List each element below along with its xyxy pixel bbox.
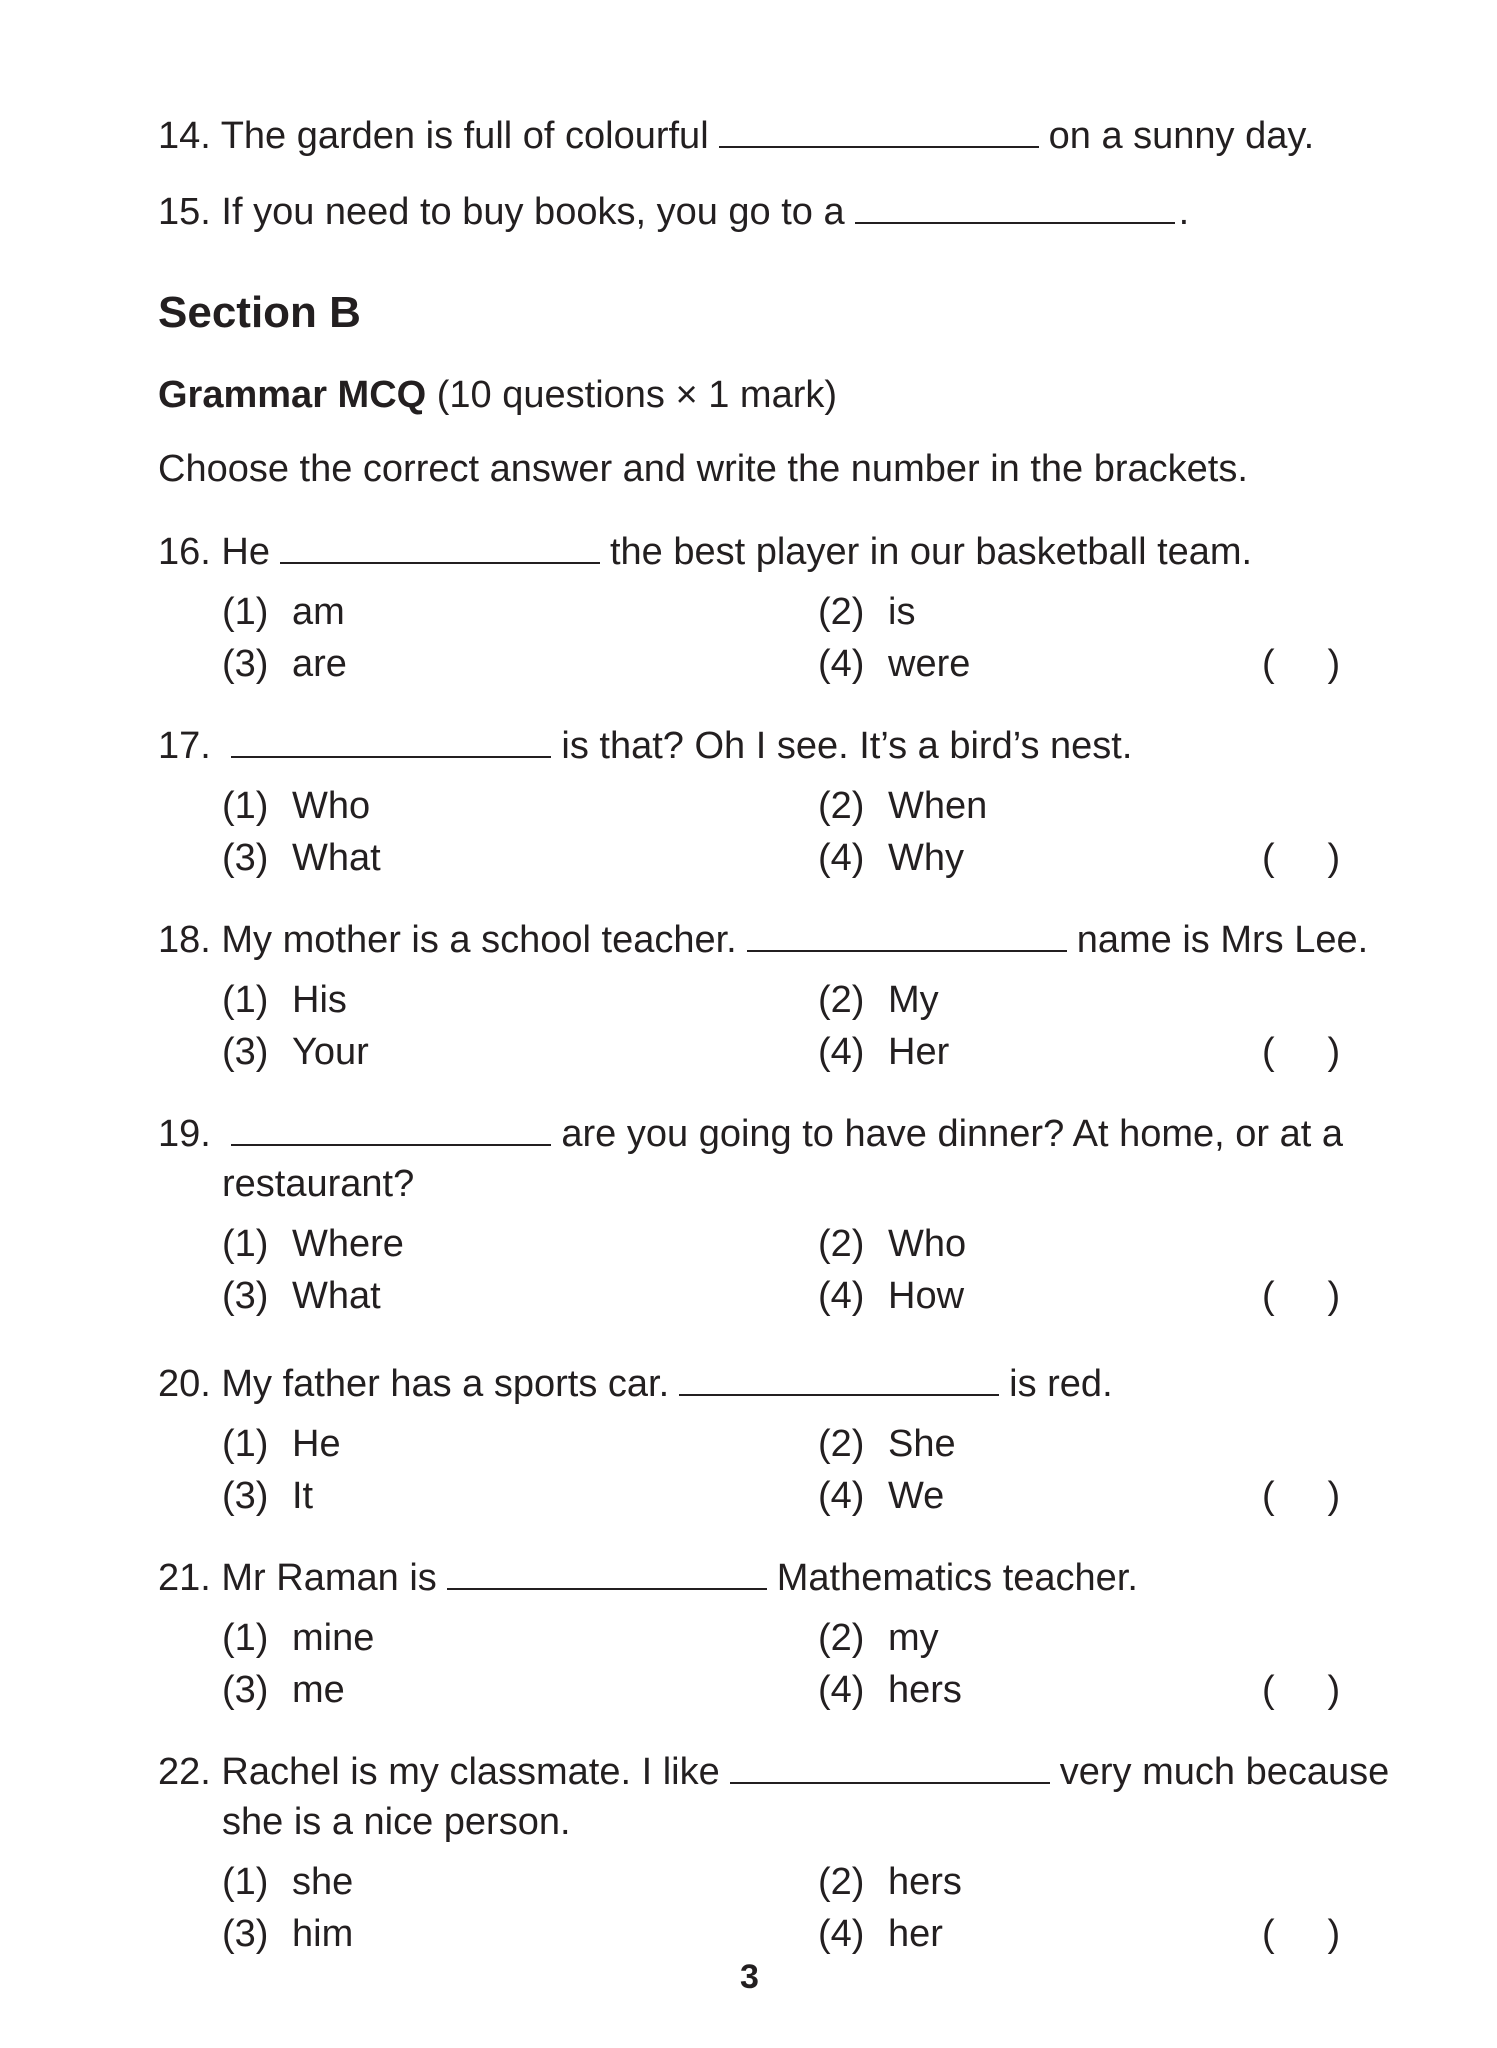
option-2	[818, 1422, 956, 1466]
question-text-end: .	[1178, 191, 1190, 233]
question-text: Mr Raman is	[221, 1557, 437, 1599]
instruction: Choose the correct answer and write the number in the brackets.	[158, 448, 1248, 490]
option-3	[222, 1668, 345, 1712]
option-text: Where	[292, 1223, 404, 1265]
question-text-end: is red.	[1009, 1363, 1113, 1405]
question-text-end: the best player in our basketball team.	[609, 531, 1253, 573]
question-text-end: very much because	[1059, 1751, 1390, 1793]
answer-blank[interactable]	[447, 1558, 767, 1590]
option-number: (3)	[222, 1275, 269, 1317]
question-text-end: is that? Oh I see. It’s a bird’s nest.	[561, 725, 1133, 767]
option-1	[222, 1860, 353, 1904]
question-17	[158, 724, 1132, 768]
option-text: were	[888, 643, 971, 685]
option-3	[222, 1274, 381, 1318]
question-text: My mother is a school teacher.	[221, 919, 737, 961]
option-3	[222, 642, 347, 686]
option-number: (3)	[222, 1913, 269, 1955]
question-number: 20.	[158, 1363, 211, 1405]
answer-blank[interactable]	[231, 726, 551, 758]
option-1	[222, 1616, 374, 1660]
question-22	[158, 1750, 1389, 1794]
answer-blank[interactable]	[747, 920, 1067, 952]
question-16	[158, 530, 1252, 574]
option-text: my	[888, 1617, 939, 1659]
question-text-end: on a sunny day.	[1048, 115, 1315, 157]
option-number: (1)	[222, 785, 269, 827]
option-number: (1)	[222, 1423, 269, 1465]
option-number: (3)	[222, 1031, 269, 1073]
answer-blank[interactable]	[719, 116, 1039, 148]
option-4	[818, 1274, 964, 1318]
option-number: (4)	[818, 837, 865, 879]
answer-bracket[interactable]: ( )	[1262, 1669, 1341, 1711]
option-number: (1)	[222, 1617, 269, 1659]
option-2	[818, 978, 939, 1022]
option-3	[222, 836, 381, 880]
section-title: Section B	[158, 288, 361, 337]
option-text: He	[292, 1423, 341, 1465]
option-4	[818, 642, 970, 686]
option-number: (3)	[222, 1475, 269, 1517]
option-2	[818, 784, 987, 828]
option-4	[818, 1668, 962, 1712]
option-text: her	[888, 1913, 943, 1955]
option-number: (2)	[818, 591, 865, 633]
option-number: (3)	[222, 643, 269, 685]
option-number: (2)	[818, 1223, 865, 1265]
question-number: 21.	[158, 1557, 211, 1599]
option-1	[222, 978, 347, 1022]
question-text: He	[221, 531, 270, 573]
option-text: hers	[888, 1861, 962, 1903]
question-14	[158, 114, 1314, 158]
section-subtitle	[158, 374, 837, 417]
question-continuation: she is a nice person.	[222, 1801, 571, 1843]
option-text: am	[292, 591, 345, 633]
question-continuation: restaurant?	[222, 1163, 415, 1205]
option-text: are	[292, 643, 347, 685]
question-text: My father has a sports car.	[221, 1363, 670, 1405]
answer-blank[interactable]	[231, 1114, 551, 1146]
option-4	[818, 836, 964, 880]
option-1	[222, 590, 345, 634]
answer-blank[interactable]	[855, 192, 1175, 224]
answer-bracket[interactable]: ( )	[1262, 643, 1341, 685]
option-text: How	[888, 1275, 965, 1317]
option-number: (2)	[818, 1617, 865, 1659]
option-1	[222, 784, 370, 828]
option-number: (4)	[818, 1475, 865, 1517]
answer-bracket[interactable]: ( )	[1262, 1275, 1341, 1317]
option-1	[222, 1422, 341, 1466]
option-text: mine	[292, 1617, 375, 1659]
option-number: (4)	[818, 1275, 865, 1317]
question-number: 19.	[158, 1113, 211, 1155]
answer-bracket[interactable]: ( )	[1262, 1913, 1341, 1955]
option-number: (4)	[818, 643, 865, 685]
option-number: (1)	[222, 1861, 269, 1903]
question-number: 18.	[158, 919, 211, 961]
option-text: Who	[292, 785, 371, 827]
answer-bracket[interactable]: ( )	[1262, 837, 1341, 879]
question-number: 17.	[158, 725, 211, 767]
option-text: she	[292, 1861, 354, 1903]
question-21	[158, 1556, 1138, 1600]
option-text: It	[292, 1475, 314, 1517]
option-text: Who	[888, 1223, 967, 1265]
option-4	[818, 1474, 944, 1518]
option-number: (3)	[222, 837, 269, 879]
question-number: 14.	[158, 115, 211, 157]
option-number: (4)	[818, 1031, 865, 1073]
answer-bracket[interactable]: ( )	[1262, 1475, 1341, 1517]
question-text: If you need to buy books, you go to a	[221, 191, 845, 233]
option-number: (2)	[818, 979, 865, 1021]
option-number: (1)	[222, 591, 269, 633]
option-text: Why	[888, 837, 964, 879]
option-number: (2)	[818, 1861, 865, 1903]
option-2	[818, 1616, 939, 1660]
question-number: 22.	[158, 1751, 211, 1793]
option-number: (2)	[818, 785, 865, 827]
option-2	[818, 1222, 966, 1266]
option-text: him	[292, 1913, 354, 1955]
option-3	[222, 1474, 313, 1518]
question-20	[158, 1362, 1113, 1406]
option-number: (2)	[818, 1423, 865, 1465]
option-4	[818, 1912, 943, 1956]
question-text-end: are you going to have dinner? At home, or at a	[561, 1113, 1344, 1155]
option-text: She	[888, 1423, 956, 1465]
answer-blank[interactable]	[730, 1752, 1050, 1784]
option-4	[818, 1030, 949, 1074]
option-text: What	[292, 837, 381, 879]
option-text: My	[888, 979, 939, 1021]
option-number: (3)	[222, 1669, 269, 1711]
option-number: (4)	[818, 1913, 865, 1955]
option-3	[222, 1912, 353, 1956]
question-19	[158, 1112, 1343, 1156]
option-text: What	[292, 1275, 381, 1317]
question-15	[158, 190, 1189, 234]
option-text: is	[888, 591, 916, 633]
page-number: 3	[740, 1958, 759, 1996]
option-3	[222, 1030, 369, 1074]
option-number: (1)	[222, 1223, 269, 1265]
answer-bracket[interactable]: ( )	[1262, 1031, 1341, 1073]
question-text-end: name is Mrs Lee.	[1076, 919, 1369, 961]
answer-blank[interactable]	[679, 1364, 999, 1396]
option-2	[818, 1860, 962, 1904]
option-text: me	[292, 1669, 345, 1711]
option-text: His	[292, 979, 347, 1021]
option-text: Her	[888, 1031, 950, 1073]
question-number: 15.	[158, 191, 211, 233]
question-text-end: Mathematics teacher.	[776, 1557, 1138, 1599]
subtitle-rest: (10 questions × 1 mark)	[436, 374, 838, 416]
question-text: Rachel is my classmate. I like	[221, 1751, 720, 1793]
option-text: Your	[292, 1031, 369, 1073]
answer-blank[interactable]	[280, 532, 600, 564]
option-2	[818, 590, 915, 634]
option-number: (4)	[818, 1669, 865, 1711]
option-text: We	[888, 1475, 945, 1517]
option-text: hers	[888, 1669, 962, 1711]
option-text: When	[888, 785, 988, 827]
option-1	[222, 1222, 404, 1266]
question-number: 16.	[158, 531, 211, 573]
subtitle-bold: Grammar MCQ	[158, 374, 427, 416]
option-number: (1)	[222, 979, 269, 1021]
question-18	[158, 918, 1368, 962]
question-text: The garden is full of colourful	[220, 115, 709, 157]
